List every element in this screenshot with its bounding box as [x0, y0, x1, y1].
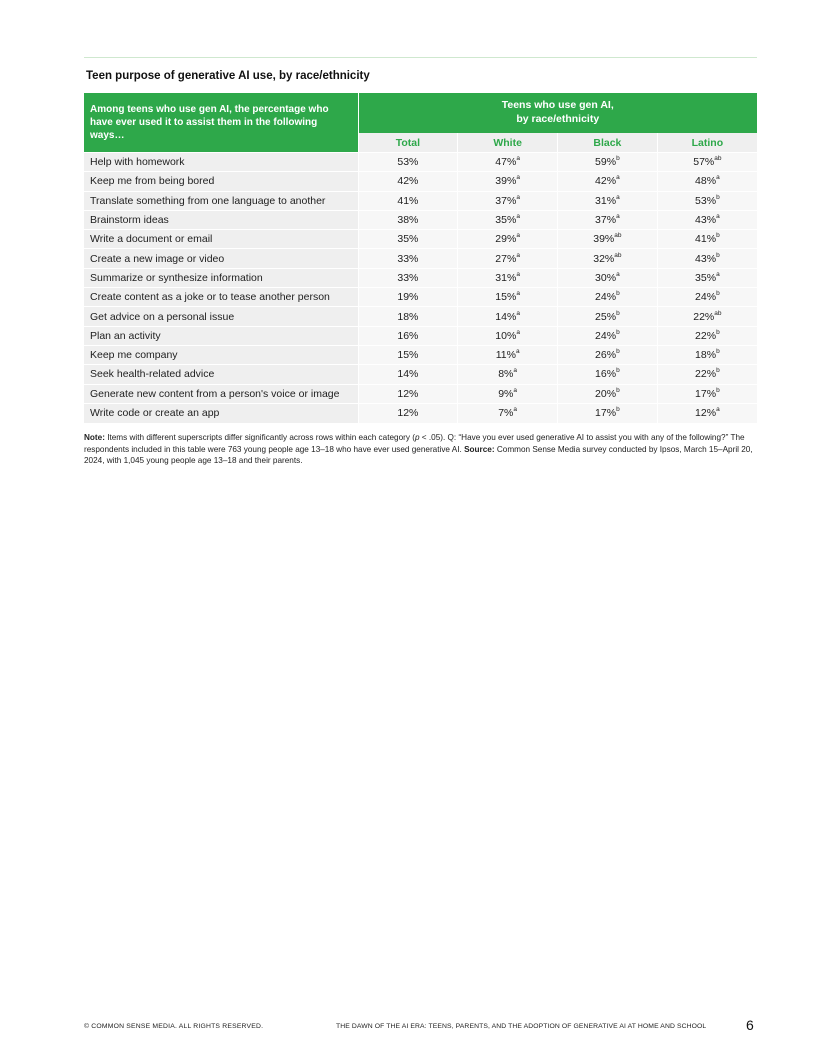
- cell-value: 12%: [695, 407, 717, 420]
- row-label: Plan an activity: [84, 326, 358, 345]
- cell-value: 12%: [397, 407, 419, 420]
- cell-value: 10%: [495, 329, 517, 342]
- cell-value: 39%: [593, 233, 615, 246]
- row-label: Brainstorm ideas: [84, 210, 358, 229]
- column-header-white: White: [458, 133, 558, 153]
- cell-white: [458, 153, 558, 172]
- cell-value: 59%: [595, 156, 617, 169]
- significance-superscript: ab: [614, 232, 622, 240]
- cell-total: [358, 307, 458, 326]
- table-row: [84, 403, 757, 422]
- significance-superscript: a: [516, 213, 520, 221]
- cell-total: [358, 345, 458, 364]
- cell-value: 41%: [695, 233, 717, 246]
- cell-value: 35%: [397, 233, 419, 246]
- significance-superscript: b: [616, 328, 620, 336]
- table-row: [84, 230, 757, 249]
- cell-value: 31%: [595, 194, 617, 207]
- cell-total: [358, 210, 458, 229]
- cell-value: 12%: [397, 387, 419, 400]
- cell-latino: [657, 210, 757, 229]
- cell-total: [358, 403, 458, 422]
- significance-superscript: b: [716, 193, 720, 201]
- significance-superscript: a: [516, 232, 520, 240]
- row-label: Create content as a joke or to tease another person: [84, 288, 358, 307]
- cell-latino: [657, 365, 757, 384]
- cell-latino: [657, 307, 757, 326]
- cell-value: 16%: [397, 329, 419, 342]
- significance-superscript: b: [716, 348, 720, 356]
- significance-superscript: a: [516, 155, 520, 163]
- cell-black: [558, 249, 658, 268]
- row-label: Seek health-related advice: [84, 365, 358, 384]
- cell-white: [458, 172, 558, 191]
- note-text-1: Items with different superscripts differ significantly across rows within each category (: [104, 433, 415, 442]
- cell-value: 53%: [397, 156, 419, 169]
- significance-superscript: b: [716, 232, 720, 240]
- significance-superscript: b: [616, 367, 620, 375]
- significance-superscript: ab: [714, 155, 722, 163]
- cell-total: [358, 268, 458, 287]
- significance-superscript: b: [716, 328, 720, 336]
- table-row: [84, 249, 757, 268]
- top-divider: [84, 57, 757, 58]
- table-row: [84, 345, 757, 364]
- table-title: Teen purpose of generative AI use, by race/ethnicity: [86, 70, 370, 82]
- significance-superscript: b: [616, 155, 620, 163]
- cell-value: 37%: [495, 194, 517, 207]
- page-number: 6: [746, 1017, 754, 1033]
- cell-latino: [657, 172, 757, 191]
- cell-value: 43%: [695, 214, 717, 227]
- cell-white: [458, 191, 558, 210]
- cell-total: [358, 249, 458, 268]
- column-header-black: Black: [558, 133, 658, 153]
- significance-superscript: a: [516, 270, 520, 278]
- significance-superscript: b: [716, 290, 720, 298]
- cell-value: 8%: [498, 368, 514, 381]
- cell-value: 15%: [397, 349, 419, 362]
- cell-value: 22%: [695, 368, 717, 381]
- cell-value: 27%: [495, 252, 517, 265]
- note-text-2: < .05). Q: “Have you ever used generative AI to assist you with any of the following?” The respondents included in this table were 763 young people age 13–18 who have ever used generative AI.: [84, 433, 745, 454]
- cell-value: 7%: [498, 407, 514, 420]
- cell-value: 19%: [397, 291, 419, 304]
- cell-value: 43%: [695, 252, 717, 265]
- cell-white: [458, 326, 558, 345]
- significance-superscript: b: [616, 290, 620, 298]
- significance-superscript: b: [716, 386, 720, 394]
- cell-black: [558, 326, 658, 345]
- table-body: [84, 153, 757, 423]
- row-label: Help with homework: [84, 153, 358, 172]
- significance-superscript: a: [513, 367, 518, 375]
- results-table: [84, 93, 757, 423]
- cell-value: 38%: [397, 214, 419, 227]
- cell-white: [458, 365, 558, 384]
- note-label: Note:: [84, 433, 105, 442]
- table-row: [84, 288, 757, 307]
- row-label: Summarize or synthesize information: [84, 268, 358, 287]
- row-label: Translate something from one language to another: [84, 191, 358, 210]
- cell-value: 57%: [693, 156, 715, 169]
- cell-black: [558, 365, 658, 384]
- row-label: Write a document or email: [84, 230, 358, 249]
- row-label: Get advice on a personal issue: [84, 307, 358, 326]
- significance-superscript: a: [515, 348, 520, 356]
- group-header-text: Teens who use gen AI, by race/ethnicity: [501, 99, 614, 125]
- cell-value: 22%: [693, 310, 715, 323]
- significance-superscript: a: [616, 213, 620, 221]
- significance-superscript: a: [616, 174, 620, 182]
- cell-latino: [657, 288, 757, 307]
- table-row: [84, 384, 757, 403]
- significance-superscript: a: [716, 213, 720, 221]
- cell-total: [358, 365, 458, 384]
- cell-total: [358, 153, 458, 172]
- cell-total: [358, 326, 458, 345]
- cell-white: [458, 268, 558, 287]
- significance-superscript: b: [616, 386, 620, 394]
- cell-value: 22%: [695, 329, 717, 342]
- cell-latino: [657, 249, 757, 268]
- cell-black: [558, 172, 658, 191]
- cell-value: 18%: [397, 310, 419, 323]
- table-row: [84, 172, 757, 191]
- significance-superscript: b: [616, 406, 620, 414]
- table-row: [84, 210, 757, 229]
- note-p: p: [414, 433, 420, 442]
- cell-value: 14%: [397, 368, 419, 381]
- cell-white: [458, 307, 558, 326]
- cell-white: [458, 288, 558, 307]
- significance-superscript: a: [716, 174, 720, 182]
- significance-superscript: a: [716, 406, 720, 414]
- cell-value: 25%: [595, 310, 617, 323]
- row-header-label: Among teens who use gen AI, the percentage who have ever used it to assist them in the following ways…: [84, 93, 358, 153]
- table-note: [84, 432, 759, 467]
- significance-superscript: b: [616, 348, 620, 356]
- cell-black: [558, 210, 658, 229]
- significance-superscript: a: [616, 193, 620, 201]
- group-header: [358, 93, 757, 133]
- cell-latino: [657, 345, 757, 364]
- row-label: Generate new content from a person's voice or image: [84, 384, 358, 403]
- significance-superscript: a: [516, 309, 520, 317]
- footer-report-title: THE DAWN OF THE AI ERA: TEENS, PARENTS, AND THE ADOPTION OF GENERATIVE AI AT HOME AND SCHOOL: [336, 1023, 707, 1030]
- cell-black: [558, 384, 658, 403]
- table-row: [84, 153, 757, 172]
- cell-value: 20%: [595, 387, 617, 400]
- significance-superscript: b: [716, 251, 720, 259]
- cell-value: 33%: [397, 271, 419, 284]
- cell-value: 33%: [397, 252, 419, 265]
- cell-black: [558, 307, 658, 326]
- table-row: [84, 326, 757, 345]
- column-header-latino: Latino: [657, 133, 757, 153]
- cell-value: 9%: [498, 387, 514, 400]
- cell-black: [558, 268, 658, 287]
- cell-white: [458, 230, 558, 249]
- row-label: Keep me from being bored: [84, 172, 358, 191]
- significance-superscript: a: [516, 174, 520, 182]
- cell-white: [458, 249, 558, 268]
- cell-value: 15%: [495, 291, 517, 304]
- cell-total: [358, 230, 458, 249]
- cell-latino: [657, 191, 757, 210]
- cell-value: 24%: [695, 291, 717, 304]
- cell-black: [558, 191, 658, 210]
- cell-black: [558, 153, 658, 172]
- table-row: [84, 365, 757, 384]
- cell-white: [458, 403, 558, 422]
- cell-value: 11%: [495, 349, 516, 362]
- significance-superscript: a: [716, 270, 720, 278]
- cell-total: [358, 288, 458, 307]
- cell-value: 14%: [495, 310, 517, 323]
- cell-value: 31%: [495, 271, 517, 284]
- cell-latino: [657, 403, 757, 422]
- table-row: [84, 268, 757, 287]
- cell-black: [558, 403, 658, 422]
- cell-value: 17%: [695, 387, 717, 400]
- significance-superscript: a: [516, 251, 520, 259]
- footer-copyright: © COMMON SENSE MEDIA. ALL RIGHTS RESERVED.: [84, 1023, 264, 1030]
- cell-value: 53%: [695, 194, 717, 207]
- cell-value: 47%: [495, 156, 517, 169]
- cell-latino: [657, 326, 757, 345]
- cell-value: 35%: [495, 214, 517, 227]
- cell-value: 26%: [595, 349, 617, 362]
- table-row: [84, 307, 757, 326]
- significance-superscript: a: [516, 193, 520, 201]
- cell-value: 42%: [397, 175, 419, 188]
- cell-value: 29%: [495, 233, 517, 246]
- cell-latino: [657, 153, 757, 172]
- source-text: Common Sense Media survey conducted by Ipsos, March 15–April 20, 2024, with 1,045 young people age 13–18 and their parents.: [84, 444, 753, 466]
- significance-superscript: a: [516, 290, 520, 298]
- significance-superscript: a: [513, 386, 518, 394]
- row-label: Keep me company: [84, 345, 358, 364]
- cell-value: 24%: [595, 329, 617, 342]
- significance-superscript: a: [513, 406, 518, 414]
- cell-value: 24%: [595, 291, 617, 304]
- significance-superscript: b: [616, 309, 620, 317]
- cell-total: [358, 384, 458, 403]
- cell-value: 17%: [595, 407, 617, 420]
- cell-black: [558, 230, 658, 249]
- cell-value: 37%: [595, 214, 617, 227]
- cell-white: [458, 210, 558, 229]
- significance-superscript: ab: [614, 251, 622, 259]
- cell-value: 41%: [397, 194, 419, 207]
- cell-value: 39%: [495, 175, 517, 188]
- cell-value: 16%: [595, 368, 617, 381]
- significance-superscript: a: [516, 328, 520, 336]
- cell-total: [358, 191, 458, 210]
- cell-total: [358, 172, 458, 191]
- cell-latino: [657, 230, 757, 249]
- cell-value: 35%: [695, 271, 717, 284]
- cell-latino: [657, 268, 757, 287]
- cell-value: 30%: [595, 271, 617, 284]
- cell-value: 48%: [695, 175, 717, 188]
- source-label: Source:: [464, 444, 495, 454]
- cell-value: 32%: [593, 252, 615, 265]
- cell-black: [558, 288, 658, 307]
- significance-superscript: ab: [714, 309, 722, 317]
- significance-superscript: b: [716, 367, 720, 375]
- row-label: Create a new image or video: [84, 249, 358, 268]
- cell-black: [558, 345, 658, 364]
- cell-value: 18%: [695, 349, 717, 362]
- cell-value: 42%: [595, 175, 617, 188]
- cell-white: [458, 345, 558, 364]
- table-row: [84, 191, 757, 210]
- row-label: Write code or create an app: [84, 403, 358, 422]
- cell-latino: [657, 384, 757, 403]
- cell-white: [458, 384, 558, 403]
- column-header-total: Total: [358, 133, 458, 153]
- significance-superscript: a: [616, 270, 620, 278]
